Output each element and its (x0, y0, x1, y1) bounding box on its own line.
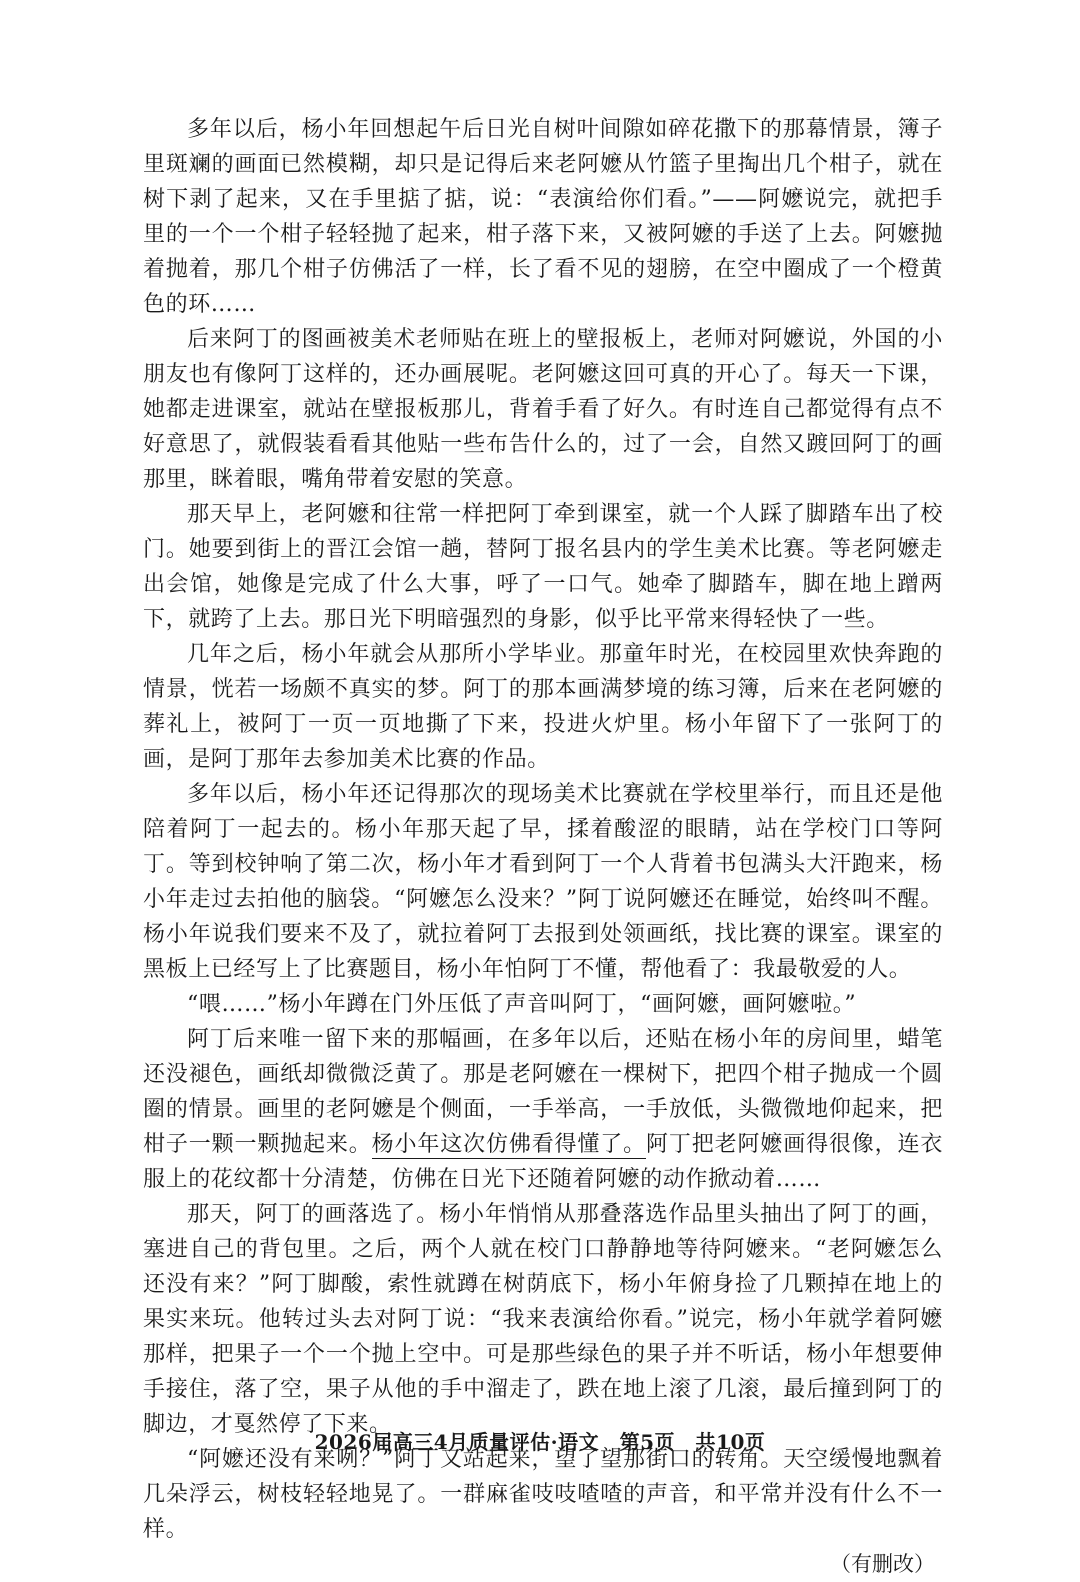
paragraph-2: 后来阿丁的图画被美术老师贴在班上的壁报板上，老师对阿嬷说，外国的小朋友也有像阿丁这样的，还办画展呢。老阿嬷这回可真的开心了。每天一下课，她都走进课室，就站在壁报板那儿，背着手看了好久。有时连自己都觉得有点不好意思了，就假装看看其他贴一些布告什么的，过了一会，自然又踱回阿丁的画那里，眯着眼，嘴角带着安慰的笑意。 (143, 327, 943, 492)
paragraph-6: “喂……”杨小年蹲在门外压低了声音叫阿丁，“画阿嬷，画阿嬷啦。” (187, 992, 857, 1017)
paragraph-3: 那天早上，老阿嬷和往常一样把阿丁牵到课室，就一个人踩了脚踏车出了校门。她要到街上的晋江会馆一趟，替阿丁报名县内的学生美术比赛。等老阿嬷走出会馆，她像是完成了什么大事，呼了一口气。她牵了脚踏车，脚在地上蹭两下，就跨了上去。那日光下明暗强烈的身影，似乎比平常来得轻快了一些。 (143, 502, 943, 632)
paragraph-9: “阿嬷还没有来咧？”阿丁又站起来，望了望那街口的转角。天空缓慢地飘着几朵浮云，树枝轻轻地晃了。一群麻雀吱吱喳喳的声音，和平常并没有什么不一样。 (143, 1447, 943, 1542)
article-body (143, 112, 943, 1582)
paragraph-7-after: 阿丁把老阿嬷画得很像，连衣服上的花纹都十分清楚，仿佛在日光下还随着阿嬷的动作掀动着…… (143, 1132, 943, 1192)
paragraph-1: 多年以后，杨小年回想起午后日光自树叶间隙如碎花撒下的那幕情景，簿子里斑斓的画面已然模糊，却只是记得后来老阿嬷从竹篮子里掏出几个柑子，就在树下剥了起来，又在手里掂了掂，说：“表演给你们看。”——阿嬷说完，就把手里的一个一个柑子轻轻抛了起来，柑子落下来，又被阿嬷的手送了上去。阿嬷抛着抛着，那几个柑子仿佛活了一样，长了看不见的翅膀，在空中圈成了一个橙黄色的环…… (143, 117, 943, 317)
edit-note: （有删改） (830, 1552, 935, 1576)
paragraph-5: 多年以后，杨小年还记得那次的现场美术比赛就在学校里举行，而且还是他陪着阿丁一起去的。杨小年那天起了早，揉着酸涩的眼睛，站在学校门口等阿丁。等到校钟响了第二次，杨小年才看到阿丁一个人背着书包满头大汗跑来，杨小年走过去拍他的脑袋。“阿嬷怎么没来？”阿丁说阿嬷还在睡觉，始终叫不醒。杨小年说我们要来不及了，就拉着阿丁去报到处领画纸，找比赛的课室。课室的黑板上已经写上了比赛题目，杨小年怕阿丁不懂，帮他看了：我最敬爱的人。 (143, 782, 943, 982)
paragraph-7 (143, 1022, 943, 1197)
page-footer: 2026届高三4月质量评估·语文 第5页 共10页 (314, 1430, 766, 1454)
underlined-sentence: 杨小年这次仿佛看得懂了。 (371, 1132, 647, 1157)
paragraph-4: 几年之后，杨小年就会从那所小学毕业。那童年时光，在校园里欢快奔跑的情景，恍若一场颇不真实的梦。阿丁的那本画满梦境的练习簿，后来在老阿嬷的葬礼上，被阿丁一页一页地撕了下来，投进火炉里。杨小年留下了一张阿丁的画，是阿丁那年去参加美术比赛的作品。 (143, 642, 943, 772)
paragraph-7-before: 阿丁后来唯一留下来的那幅画，在多年以后，还贴在杨小年的房间里，蜡笔还没褪色，画纸却微微泛黄了。那是老阿嬷在一棵树下，把四个柑子抛成一个圆圈的情景。画里的老阿嬷是个侧面，一手举高，一手放低，头微微地仰起来，把柑子一颗一颗抛起来。 (143, 1027, 943, 1157)
paragraph-8: 那天，阿丁的画落选了。杨小年悄悄从那叠落选作品里头抽出了阿丁的画，塞进自己的背包里。之后，两个人就在校门口静静地等待阿嬷来。“老阿嬷怎么还没有来？”阿丁脚酸，索性就蹲在树荫底下，杨小年俯身捡了几颗掉在地上的果实来玩。他转过头去对阿丁说：“我来表演给你看。”说完，杨小年就学着阿嬷那样，把果子一个一个抛上空中。可是那些绿色的果子并不听话，杨小年想要伸手接住，落了空，果子从他的手中溜走了，跌在地上滚了几滚，最后撞到阿丁的脚边，才戛然停了下来。 (143, 1202, 943, 1437)
